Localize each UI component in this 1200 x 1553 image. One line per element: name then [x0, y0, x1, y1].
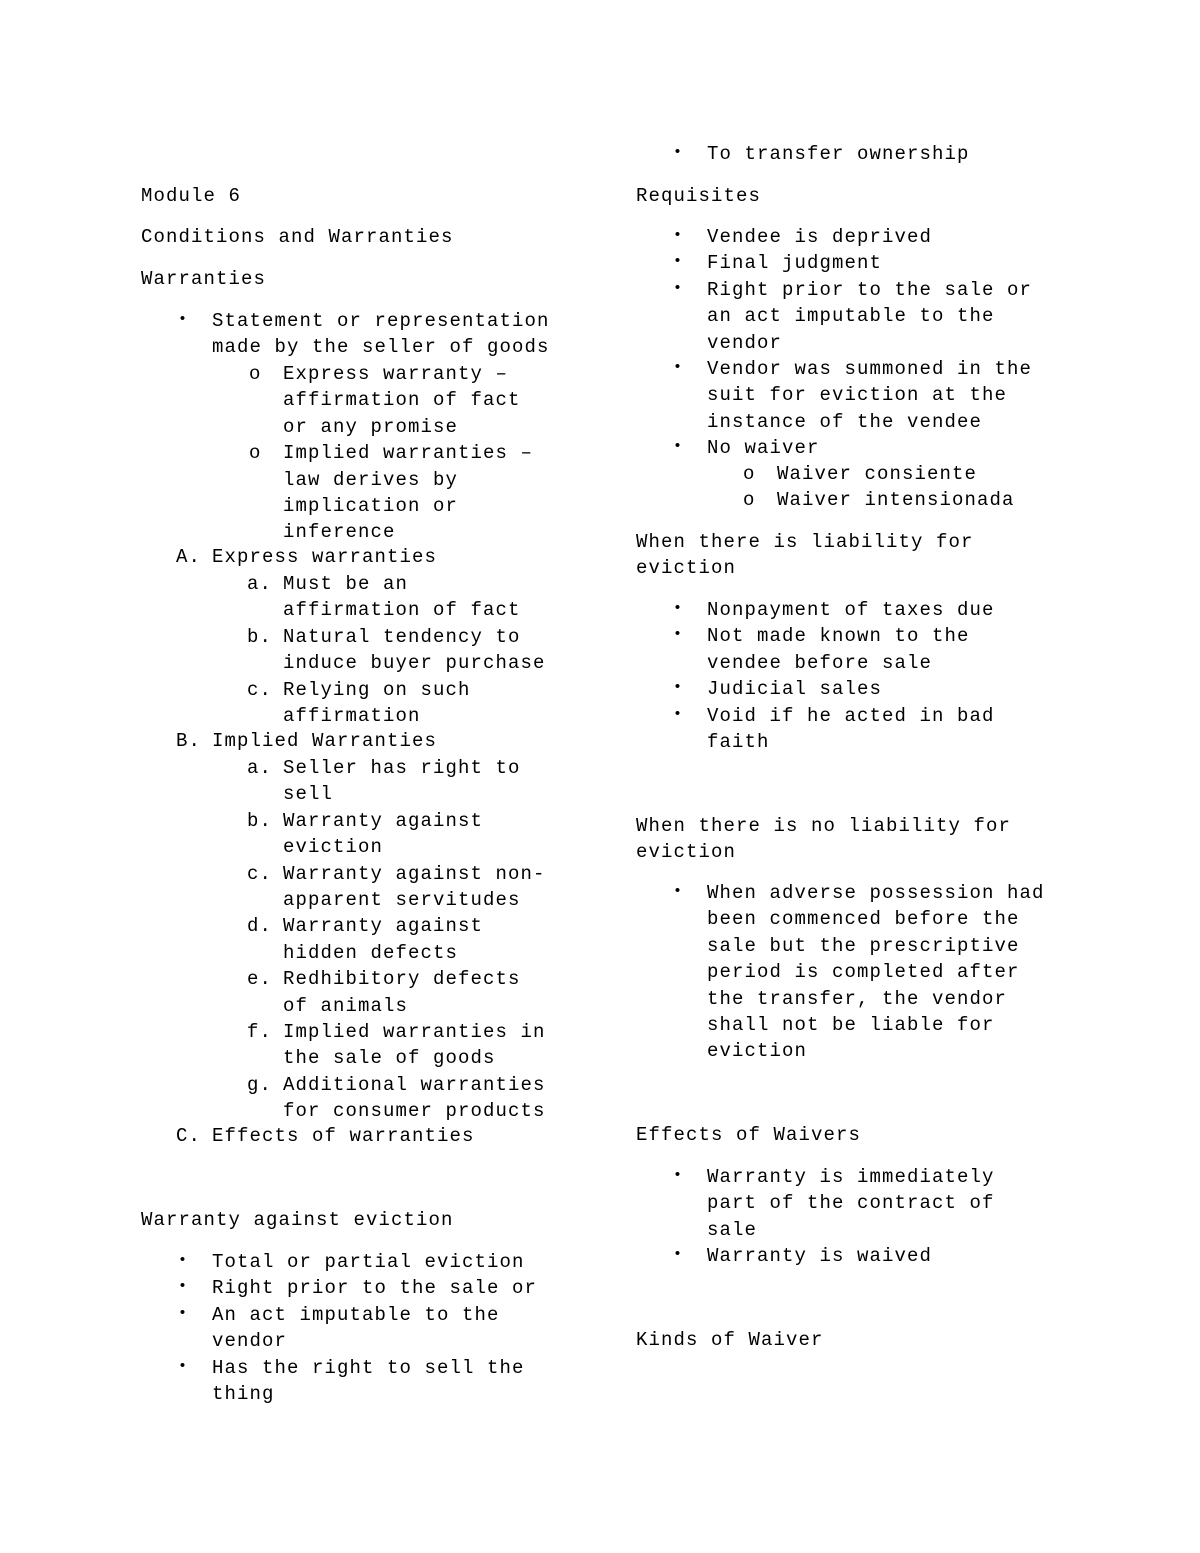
- line: implication or: [283, 495, 459, 518]
- line: Warranty is immediately: [707, 1166, 995, 1188]
- section-label: Express warranties: [212, 546, 438, 568]
- transfer-ownership-item: [673, 141, 970, 167]
- line: Waiver intensionada: [777, 489, 1015, 512]
- module-title: Module 6: [141, 185, 242, 207]
- list-item: [247, 571, 546, 624]
- line: Nonpayment of taxes due: [707, 599, 995, 621]
- warranty-definition-item: [178, 308, 550, 361]
- line: Judicial sales: [707, 678, 883, 701]
- implied-warranties-item: [249, 440, 534, 546]
- line: Right prior to the sale or: [707, 278, 1033, 301]
- line: shall not be liable for: [707, 1014, 995, 1037]
- liability-heading: [636, 529, 974, 582]
- list-item: [673, 623, 995, 676]
- line: an act imputable to the: [707, 305, 995, 328]
- line: Vendee is deprived: [707, 226, 933, 248]
- line: Statement or representation: [212, 310, 550, 332]
- eviction-heading: Warranty against eviction: [141, 1209, 454, 1231]
- no-liability-list: [673, 880, 1045, 1065]
- line: Implied warranties in: [283, 1021, 546, 1044]
- line: Not made known to the: [707, 625, 970, 648]
- subject-title: Conditions and Warranties: [141, 226, 454, 248]
- bullet-icon: •: [673, 1246, 684, 1264]
- list-item: [673, 880, 1045, 1065]
- list-item: [247, 624, 546, 677]
- express-warranty-item: [249, 361, 533, 440]
- line: Warranty is waived: [707, 1245, 933, 1268]
- list-item: [178, 1302, 537, 1355]
- marker: e.: [247, 968, 273, 991]
- line: Warranty against non-: [283, 862, 546, 885]
- line: thing: [212, 1383, 275, 1406]
- line: Vendor was summoned in the: [707, 358, 1033, 381]
- bullet-icon: •: [673, 438, 684, 456]
- list-item: [247, 808, 546, 861]
- list-item: [673, 356, 1033, 435]
- bullet-icon: •: [673, 679, 684, 697]
- line: faith: [707, 731, 770, 754]
- line: Seller has right to: [283, 757, 521, 779]
- requisites-heading: Requisites: [636, 185, 762, 207]
- line: apparent servitudes: [283, 889, 521, 912]
- warranties-heading: Warranties: [141, 268, 267, 290]
- bullet-icon: •: [178, 1252, 189, 1269]
- line: Natural tendency to: [283, 625, 521, 648]
- bullet-icon: •: [673, 600, 684, 617]
- line: suit for eviction at the: [707, 384, 1008, 407]
- line: Final judgment: [707, 252, 883, 275]
- line: eviction: [283, 836, 384, 859]
- line: hidden defects: [283, 941, 459, 964]
- line: Warranty against: [283, 915, 484, 938]
- list-item: [673, 676, 995, 702]
- list-item: [673, 1164, 995, 1243]
- requisites-list: [673, 224, 1033, 462]
- line: sale but the prescriptive: [707, 934, 1020, 957]
- marker: B.: [176, 730, 202, 752]
- marker: b.: [247, 625, 273, 648]
- list-item: [743, 461, 1015, 487]
- line: When there is liability for: [636, 531, 974, 553]
- bullet-icon: •: [178, 311, 189, 328]
- line: Warranty against: [283, 809, 484, 832]
- bullet-icon: •: [673, 144, 684, 161]
- definition-sub-list: [249, 361, 534, 546]
- list-item: [247, 1019, 546, 1072]
- marker: f.: [247, 1021, 273, 1044]
- line: affirmation of fact: [283, 389, 521, 412]
- line: the sale of goods: [283, 1047, 496, 1070]
- bullet-icon: •: [673, 626, 684, 644]
- bullet-icon: •: [673, 359, 684, 377]
- liability-list: [673, 597, 995, 755]
- line: affirmation: [283, 705, 421, 728]
- marker: o: [743, 489, 756, 512]
- section-label: Effects of warranties: [212, 1125, 475, 1147]
- marker: a.: [247, 573, 273, 595]
- line: Express warranty –: [283, 363, 509, 385]
- list-item: [247, 861, 546, 914]
- marker: a.: [247, 757, 273, 779]
- marker: o: [249, 442, 262, 465]
- section-b: [176, 728, 438, 754]
- line: Must be an: [283, 573, 409, 595]
- marker: o: [743, 463, 756, 485]
- section-c: [176, 1123, 475, 1149]
- line: eviction: [707, 1040, 808, 1063]
- line: made by the seller of goods: [212, 336, 550, 359]
- line: affirmation of fact: [283, 599, 521, 622]
- bullet-icon: •: [673, 279, 684, 297]
- marker: C.: [176, 1125, 202, 1147]
- line: To transfer ownership: [707, 143, 970, 165]
- line: No waiver: [707, 437, 820, 460]
- bullet-icon: •: [178, 1278, 189, 1296]
- line: vendee before sale: [707, 651, 933, 674]
- bullet-icon: •: [673, 883, 684, 900]
- line: Relying on such: [283, 678, 471, 701]
- line: sell: [283, 783, 334, 806]
- line: Implied warranties –: [283, 442, 534, 465]
- bullet-icon: •: [673, 227, 684, 244]
- marker: c.: [247, 678, 273, 701]
- list-item: [178, 1249, 537, 1275]
- line: vendor: [707, 331, 783, 354]
- list-item: [247, 1072, 546, 1125]
- list-item: [247, 913, 546, 966]
- list-item: [743, 487, 1015, 513]
- waivers-heading: Effects of Waivers: [636, 1124, 862, 1146]
- bullet-icon: •: [178, 1304, 189, 1322]
- line: induce buyer purchase: [283, 652, 546, 675]
- line: law derives by: [283, 468, 459, 491]
- section-b-list: [247, 755, 546, 1125]
- bullet-icon: •: [673, 1167, 684, 1184]
- eviction-list: [178, 1249, 538, 1407]
- marker: g.: [247, 1073, 273, 1096]
- line: Additional warranties: [283, 1073, 546, 1096]
- section-a-list: [247, 571, 546, 729]
- line: Void if he acted in bad: [707, 704, 995, 727]
- line: sale: [707, 1218, 758, 1241]
- section-label: Implied Warranties: [212, 730, 438, 752]
- list-item: [673, 277, 1033, 356]
- bullet-icon: •: [178, 1357, 189, 1375]
- kinds-heading: Kinds of Waiver: [636, 1329, 824, 1351]
- list-item: [673, 250, 1032, 276]
- waivers-list: [673, 1164, 995, 1270]
- list-item: [673, 1243, 995, 1269]
- no-liability-heading: [636, 813, 1011, 866]
- line: eviction: [636, 841, 737, 864]
- line: Redhibitory defects: [283, 968, 521, 991]
- line: for consumer products: [283, 1100, 546, 1123]
- line: the transfer, the vendor: [707, 987, 1008, 1010]
- marker: o: [249, 363, 262, 385]
- bullet-icon: •: [673, 253, 684, 271]
- marker: c.: [247, 862, 273, 885]
- marker: b.: [247, 809, 273, 832]
- list-item: [673, 703, 995, 756]
- line: period is completed after: [707, 961, 1020, 984]
- line: Has the right to sell the: [212, 1356, 525, 1379]
- line: vendor: [212, 1330, 288, 1353]
- line: of animals: [283, 994, 409, 1017]
- list-item: [178, 1355, 537, 1408]
- line: When there is no liability for: [636, 815, 1012, 837]
- line: When adverse possession had: [707, 882, 1045, 904]
- line: Right prior to the sale or: [212, 1277, 538, 1300]
- list-item: [247, 755, 546, 808]
- waiver-sub-list: [743, 461, 1015, 514]
- list-item: [673, 597, 995, 623]
- line: part of the contract of: [707, 1192, 995, 1215]
- marker: A.: [176, 546, 202, 568]
- list-item: [673, 224, 1032, 250]
- list-item: [247, 677, 546, 730]
- line: An act imputable to the: [212, 1303, 500, 1326]
- section-a: [176, 544, 438, 570]
- line: eviction: [636, 557, 737, 580]
- marker: d.: [247, 915, 273, 938]
- list-item: [673, 435, 1032, 461]
- line: been commenced before the: [707, 908, 1020, 931]
- list-item: [178, 1275, 538, 1301]
- line: instance of the vendee: [707, 410, 983, 433]
- line: Total or partial eviction: [212, 1251, 525, 1273]
- list-item: [247, 966, 546, 1019]
- bullet-icon: •: [673, 705, 684, 723]
- line: inference: [283, 521, 396, 544]
- line: Waiver consiente: [777, 463, 978, 485]
- line: or any promise: [283, 415, 459, 438]
